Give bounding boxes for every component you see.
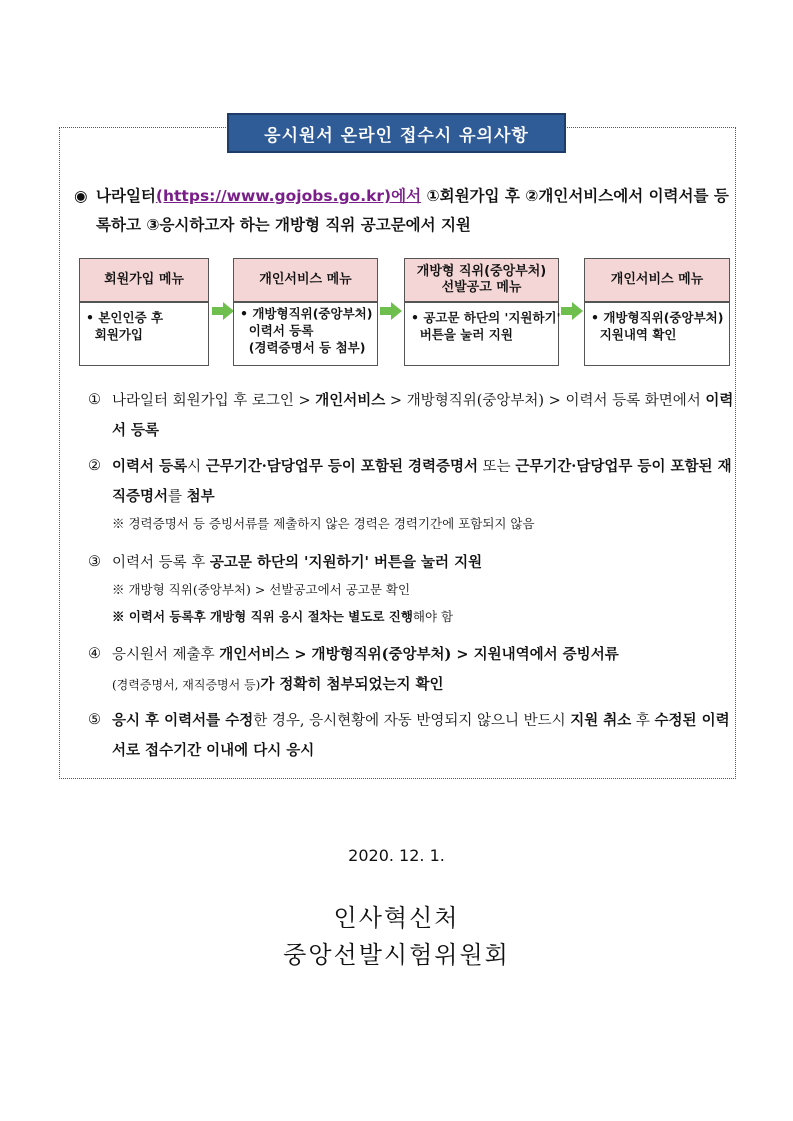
item-bold: 공고문 하단의 '지원하기' 버튼을 눌러 지원 <box>209 554 483 571</box>
item-text: (경력증명서, 재직증명서 등) <box>112 678 261 692</box>
item-bold: 수정된 이력서로 접수기간 이내에 다시 응시 <box>112 712 730 759</box>
flow-step-2-line: 이력서 등록 <box>240 323 314 338</box>
item-bold: 첨부 <box>186 488 215 505</box>
item-text: 시 <box>187 459 206 475</box>
flow-step-3-body <box>404 302 559 366</box>
item-bold: 개인서비스 <box>315 392 386 409</box>
gojobs-link[interactable]: (https://www.gojobs.go.kr) <box>155 187 392 205</box>
flow-step-2-line: • 개방형직위(중앙부처) <box>240 306 373 321</box>
item-note: ※ 경력증명서 등 증빙서류를 제출하지 않은 경력은 경력기간에 포함되지 않음 <box>112 516 535 531</box>
flow-step-4-body <box>584 302 730 366</box>
item-text: 응시원서 제출후 <box>112 647 220 663</box>
item-number: ④ <box>88 646 101 662</box>
bullet-icon: ◉ <box>74 187 88 205</box>
notice-date: 2020. 12. 1. <box>348 846 445 865</box>
flow-step-3-line: • 공고문 하단의 '지원하기' <box>411 310 561 325</box>
item-number: ⑤ <box>88 712 101 728</box>
item-text: 또는 <box>478 459 516 475</box>
item-bold: 이력서 등록 <box>112 458 188 475</box>
item-bold: 개인서비스 > 개방형직위(중앙부처) > 지원내역에서 증빙서류 <box>219 646 619 663</box>
flow-step-2-header: 개인서비스 메뉴 <box>233 258 378 302</box>
link-suffix: 에서 <box>391 187 422 205</box>
flow-step-4-line: 지원내역 확인 <box>591 327 677 342</box>
arrow-right-icon <box>212 302 234 320</box>
notice-title: 응시원서 온라인 접수시 유의사항 <box>227 113 566 153</box>
item-text: > 개방형직위(중앙부처) > 이력서 등록 화면에서 <box>385 393 706 409</box>
item-text: 나라일터 회원가입 후 로그인 > <box>112 393 316 409</box>
item-number: ① <box>88 392 101 408</box>
item-text: 한 경우, 응시현황에 자동 반영되지 않으니 반드시 <box>253 713 571 729</box>
item-bold: 이력서 등록 <box>112 392 734 439</box>
item-note: ※ 개방형 직위(중앙부처) > 선발공고에서 공고문 확인 <box>112 582 411 597</box>
item-text: 이력서 등록 후 <box>112 555 210 571</box>
flow-step-1-line: 회원가입 <box>86 327 144 342</box>
item-bold: 가 정확히 첨부되었는지 확인 <box>260 676 444 693</box>
flow-step-3-header: 개방형 직위(중앙부처) 선발공고 메뉴 <box>404 258 559 302</box>
org-name-2: 중앙선발시험위원회 <box>283 941 510 969</box>
flow-step-4-line: • 개방형직위(중앙부처) <box>591 310 724 325</box>
org-name-1: 인사혁신처 <box>333 904 460 932</box>
arrow-right-icon <box>561 302 583 320</box>
item-text: 후 <box>631 713 655 729</box>
intro-rest: ①회원가입 후 ②개인서비스에서 이력서를 등록하고 ③응시하고자 하는 개방형 직위 공고문에서 지원 <box>96 187 729 234</box>
item-bold: 근무기간·담당업무 등이 포함된 재직증명서 <box>112 458 732 505</box>
item-bold: 지원 취소 <box>570 712 632 729</box>
item-note: ※ 이력서 등록후 개방형 직위 응시 절차는 별도로 진행해야 함 <box>112 609 454 624</box>
flow-step-2-body <box>233 302 378 366</box>
flow-step-1-header: 회원가입 메뉴 <box>79 258 209 302</box>
flow-step-3-line: 버튼을 눌러 지원 <box>411 327 513 342</box>
item-number: ② <box>88 458 101 474</box>
flow-step-1-line: • 본인인증 후 <box>86 310 164 325</box>
flow-step-2-line: (경력증명서 등 첨부) <box>240 340 366 355</box>
arrow-right-icon <box>380 302 402 320</box>
flow-step-1-body <box>79 302 209 366</box>
item-text: 를 <box>168 489 187 505</box>
item-bold: 근무기간·담당업무 등이 포함된 경력증명서 <box>205 458 479 475</box>
flow-step-4-header: 개인서비스 메뉴 <box>584 258 730 302</box>
site-name: 나라일터 <box>96 187 156 205</box>
item-number: ③ <box>88 554 101 570</box>
item-bold: 응시 후 이력서를 수정 <box>112 712 254 729</box>
